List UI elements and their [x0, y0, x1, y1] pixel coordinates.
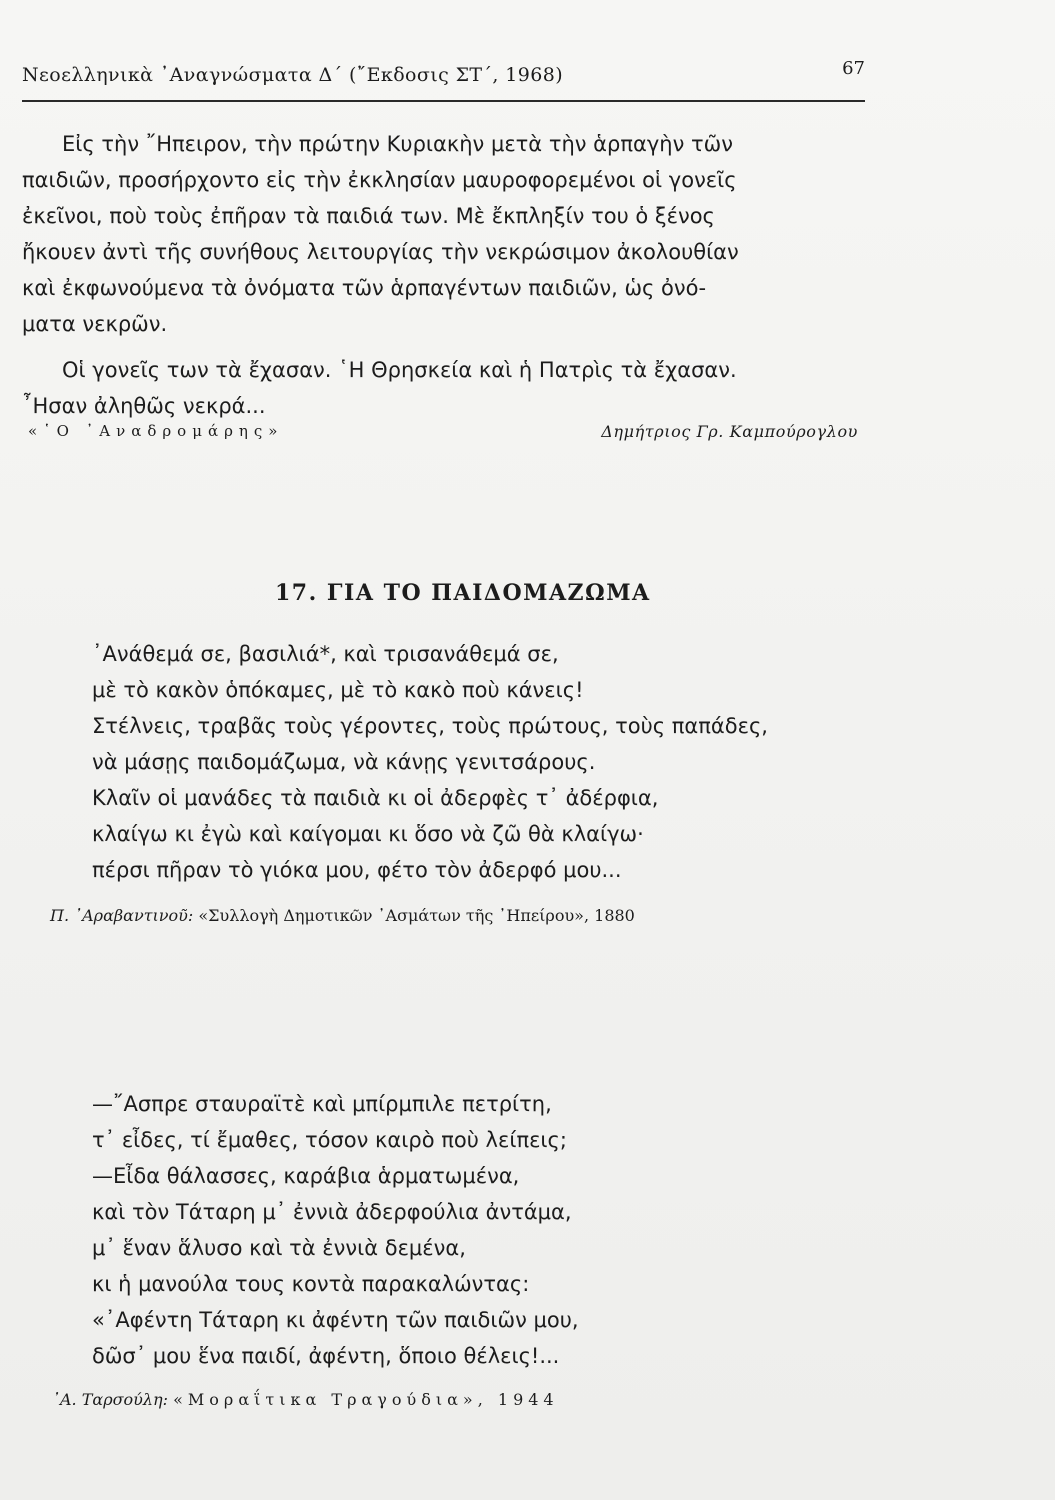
prose-line: ἐκεῖνοι, ποὺ τοὺς ἐπῆραν τὰ παιδιά των. Μὲ ἔκπληξίν του ὁ ξένος [22, 204, 715, 228]
poem-line: τ᾿ εἶδες, τί ἔμαθες, τόσον καιρὸ ποὺ λείπεις; [92, 1128, 567, 1152]
poem-2-source [52, 1390, 559, 1409]
prose-line: ἤκουεν ἀντὶ τῆς συνήθους λειτουργίας τὴν νεκρώσιμον ἀκολουθίαν [22, 240, 739, 264]
poem-line: δῶσ᾿ μου ἕνα παιδί, ἀφέντη, ὅποιο θέλεις!... [92, 1344, 560, 1368]
poem-line: —῎Ασπρε σταυραϊτὲ καὶ μπίρμπιλε πετρίτη, [92, 1092, 552, 1116]
poem-line: Κλαῖν οἱ μανάδες τὰ παιδιὰ κι οἱ ἀδερφὲς τ᾿ ἀδέρφια, [92, 786, 659, 810]
poem-line: κλαίγω κι ἐγὼ καὶ καίγομαι κι ὅσο νὰ ζῶ θὰ κλαίγω· [92, 822, 644, 846]
prose-attribution [28, 422, 858, 452]
poem-line: νὰ μάσῃς παιδομάζωμα, νὰ κάνῃς γενιτσάρους. [92, 750, 596, 774]
poem-1-source-work: «Συλλογὴ Δημοτικῶν ᾿Ασμάτων τῆς ᾿Ηπείρου», 1880 [198, 906, 635, 925]
poem-line: μ᾿ ἕναν ἅλυσο καὶ τὰ ἐννιὰ δεμένα, [92, 1236, 466, 1260]
poem-line: «᾿Αφέντη Τάταρη κι ἀφέντη τῶν παιδιῶν μου, [92, 1308, 579, 1332]
header-title: Νεοελληνικὰ ᾿Αναγνώσματα Δ΄ (῎Εκδοσις ΣΤ΄, 1968) [22, 64, 564, 86]
poem-line: μὲ τὸ κακὸν ὁπόκαμες, μὲ τὸ κακὸ ποὺ κάνεις! [92, 678, 584, 702]
poem-1-source [50, 906, 635, 925]
prose-line: παιδιῶν, προσήρχοντο εἰς τὴν ἐκκλησίαν μαυροφορεμένοι οἱ γονεῖς [22, 168, 737, 192]
poem-line: —Εἶδα θάλασσες, καράβια ἁρματωμένα, [92, 1164, 520, 1188]
poem-1-source-author: Π. ᾿Αραβαντινοῦ: [50, 906, 194, 925]
prose-source: «῾Ο ᾿Αναδρομάρης» [28, 422, 284, 440]
running-header [22, 60, 865, 102]
poem-line: καὶ τὸν Τάταρη μ᾿ ἐννιὰ ἀδερφούλια ἀντάμα, [92, 1200, 572, 1224]
prose-paragraph-2 [22, 352, 882, 424]
prose-author: Δημήτριος Γρ. Καμπούρογλου [601, 422, 858, 441]
poem-line: κι ἡ μανούλα τους κοντὰ παρακαλώντας: [92, 1272, 530, 1296]
poem-2 [92, 1086, 872, 1374]
poem-line: ᾿Ανάθεμά σε, βασιλιά*, καὶ τρισανάθεμά σε, [92, 642, 559, 666]
page-number: 67 [842, 58, 865, 79]
prose-line: Οἱ γονεῖς των τὰ ἔχασαν. ῾Η Θρησκεία καὶ ἡ Πατρὶς τὰ ἔχασαν. [62, 358, 737, 382]
poem-line: Στέλνεις, τραβᾶς τοὺς γέροντες, τοὺς πρώτους, τοὺς παπάδες, [92, 714, 768, 738]
poem-title: 17. ΓΙΑ ΤΟ ΠΑΙΔΟΜΑΖΩΜΑ [275, 580, 651, 606]
prose-line: ματα νεκρῶν. [22, 312, 168, 336]
prose-line: ῏Ησαν ἀληθῶς νεκρά... [22, 394, 266, 418]
poem-1 [92, 636, 872, 888]
prose-line: καὶ ἐκφωνούμενα τὰ ὀνόματα τῶν ἁρπαγέντων παιδιῶν, ὡς ὀνό- [22, 276, 707, 300]
prose-line: Εἰς τὴν ῎Ηπειρον, τὴν πρώτην Κυριακὴν μετὰ τὴν ἁρπαγὴν τῶν [62, 132, 733, 156]
prose-paragraph-1 [22, 126, 882, 342]
poem-line: πέρσι πῆραν τὸ γιόκα μου, φέτο τὸν ἀδερφό μου... [92, 858, 622, 882]
poem-2-source-work: «Μοραΐτικα Τραγούδια», 1944 [173, 1390, 559, 1409]
poem-2-source-author: ᾿Α. Ταρσούλη: [52, 1390, 169, 1409]
